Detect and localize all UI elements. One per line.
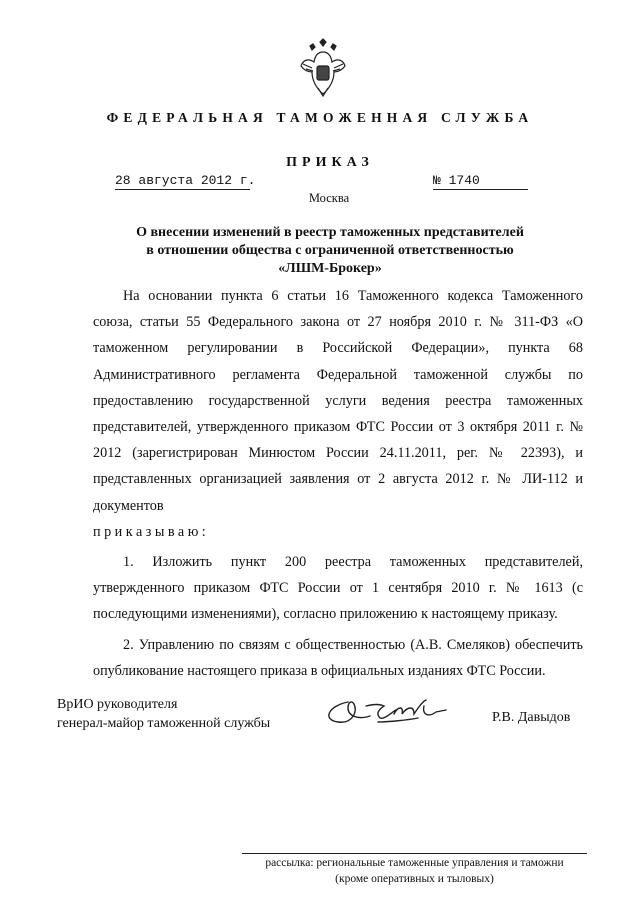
number-underline: [433, 189, 528, 190]
signer-position-line: ВрИО руководителя: [57, 697, 178, 712]
state-emblem-icon: [298, 38, 348, 98]
distribution-line: рассылка: региональные таможенные управления и таможни: [265, 857, 564, 869]
order-body: [93, 283, 583, 684]
distribution-list: [242, 855, 587, 887]
order-subject: [90, 224, 570, 278]
order-date: 28 августа 2012 г.: [115, 173, 256, 188]
signer-position: [57, 695, 270, 733]
order-number: № 1740: [433, 173, 480, 188]
date-underline: [115, 189, 250, 190]
distribution-line: (кроме оперативных и тыловых): [335, 873, 494, 885]
signer-position-line: генерал-майор таможенной службы: [57, 716, 271, 731]
handwritten-signature: [318, 692, 488, 732]
city: Москва: [308, 191, 350, 205]
document-type: ПРИКАЗ: [286, 155, 374, 170]
order-item-2: 2. Управлению по связям с общественностью (А.В. Смеляков) обеспечить опубликование настоящего приказа в официальных изданиях ФТС России.: [93, 636, 583, 679]
order-word: приказываю:: [93, 523, 210, 540]
subject-line: О внесении изменений в реестр таможенных представителей: [136, 225, 524, 240]
distribution-divider: [242, 853, 587, 854]
order-item-1: 1. Изложить пункт 200 реестра таможенных представителей, утвержденного приказом ФТС России от 1 сентября 2010 г. № 1613 (с последующими изменениями), согласно приложению к настоящему приказу.: [93, 554, 583, 623]
agency-name: ФЕДЕРАЛЬНАЯ ТАМОЖЕННАЯ СЛУЖБА: [106, 110, 534, 125]
subject-line: в отношении общества с ограниченной ответственностью: [146, 243, 514, 258]
preamble-paragraph: На основании пункта 6 статьи 16 Таможенного кодекса Таможенного союза, статьи 55 Федерального закона от 27 ноября 2010 г. № 311-ФЗ «О таможенном регулировании в Российской Федерации», пункта 68 Административного регламента Федеральной таможенной службы по предоставлению государственной услуги ведения реестра таможенных представителей, утвержденного приказом ФТС России от 3 октября 2011 г. № 2012 (зарегистрирован Минюстом России 24.11.2011, рег. № 22393), и представленных организацией заявления от 2 августа 2012 г. № ЛИ-112 и документов: [93, 288, 583, 514]
subject-line: «ЛШМ-Брокер»: [278, 261, 382, 276]
signer-name: Р.В. Давыдов: [492, 710, 571, 725]
